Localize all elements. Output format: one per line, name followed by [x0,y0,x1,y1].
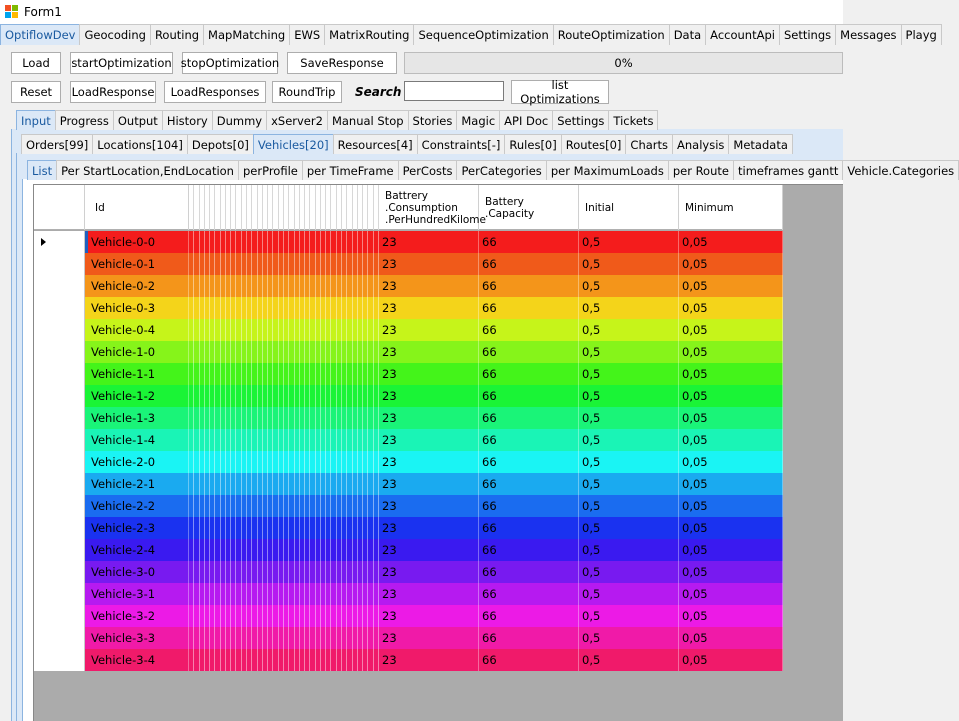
cell-battery-consumption[interactable]: 23 [379,297,479,319]
cell-battery-capacity[interactable]: 66 [479,649,579,671]
table-row[interactable] [34,341,783,363]
row-header-corner [34,185,85,230]
app-icon [5,5,19,19]
cell-battery-consumption[interactable]: 23 [379,231,479,253]
cell-id[interactable]: Vehicle-3-4 [88,649,189,671]
cell-id[interactable]: Vehicle-3-3 [88,627,189,649]
tab-optiflowdev[interactable]: OptiflowDev [0,24,80,45]
cell-minimum[interactable]: 0,05 [679,253,783,275]
cell-id[interactable]: Vehicle-3-2 [88,605,189,627]
table-row[interactable] [34,605,783,627]
table-row[interactable] [34,649,783,671]
vehicle-tab-timeframes-gantt[interactable]: timeframes gantt [733,160,843,180]
cell-minimum[interactable]: 0,05 [679,297,783,319]
table-row[interactable] [34,297,783,319]
table-row[interactable] [34,429,783,451]
cell-battery-capacity[interactable]: 66 [479,341,579,363]
input-tab-orders[interactable]: Orders[99] [21,134,93,154]
table-row[interactable] [34,627,783,649]
cell-battery-capacity[interactable]: 66 [479,605,579,627]
cell-battery-consumption[interactable]: 23 [379,407,479,429]
column-header-initial[interactable]: Initial [579,185,679,230]
main-tab-strip [0,24,941,45]
tab-sequenceoptimization[interactable]: SequenceOptimization [413,24,553,45]
row-header[interactable] [34,495,85,517]
search-label: Search [355,85,402,99]
grid-header-row [34,185,783,230]
cell-battery-capacity[interactable]: 66 [479,253,579,275]
cell-battery-consumption[interactable]: 23 [379,605,479,627]
row-header[interactable] [34,341,85,363]
cell-battery-consumption[interactable]: 23 [379,363,479,385]
cell-battery-capacity[interactable]: 66 [479,231,579,253]
cell-id[interactable]: Vehicle-2-4 [88,539,189,561]
cell-minimum[interactable]: 0,05 [679,363,783,385]
cell-id[interactable]: Vehicle-2-1 [88,473,189,495]
table-row[interactable] [34,231,783,253]
vehicle-tab-list[interactable]: List [27,160,57,180]
subtab-magic[interactable]: Magic [456,110,500,130]
vehicle-grid[interactable] [33,184,843,721]
table-row[interactable] [34,583,783,605]
cell-initial[interactable]: 0,5 [579,407,679,429]
cell-id[interactable]: Vehicle-3-1 [88,583,189,605]
window-title: Form1 [24,5,62,19]
cell-minimum[interactable]: 0,05 [679,649,783,671]
cell-battery-capacity[interactable]: 66 [479,319,579,341]
cell-battery-capacity[interactable]: 66 [479,451,579,473]
cell-initial[interactable]: 0,5 [579,451,679,473]
cell-battery-consumption[interactable]: 23 [379,561,479,583]
column-header-battery-capacity[interactable]: Battery .Capacity [479,185,579,230]
cell-initial[interactable]: 0,5 [579,517,679,539]
cell-battery-consumption[interactable]: 23 [379,473,479,495]
cell-initial[interactable]: 0,5 [579,539,679,561]
row-header[interactable] [34,319,85,341]
cell-battery-capacity[interactable]: 66 [479,473,579,495]
row-header[interactable] [34,385,85,407]
cell-initial[interactable]: 0,5 [579,297,679,319]
subtab-output[interactable]: Output [113,110,163,130]
subtab-tickets[interactable]: Tickets [608,110,658,130]
input-tab-routes[interactable]: Routes[0] [561,134,627,154]
row-header[interactable] [34,649,85,671]
cell-battery-consumption[interactable]: 23 [379,627,479,649]
cell-minimum[interactable]: 0,05 [679,341,783,363]
subtab-stories[interactable]: Stories [408,110,458,130]
column-header-minimum[interactable]: Minimum [679,185,783,230]
tab-messages[interactable]: Messages [835,24,901,45]
cell-battery-capacity[interactable]: 66 [479,407,579,429]
cell-id[interactable]: Vehicle-1-0 [88,341,189,363]
cell-minimum[interactable]: 0,05 [679,473,783,495]
cell-initial[interactable]: 0,5 [579,627,679,649]
column-header-id[interactable]: Id [85,185,189,230]
stop-optimization-button[interactable]: stopOptimization [182,52,278,74]
cell-battery-consumption[interactable]: 23 [379,429,479,451]
cell-minimum[interactable]: 0,05 [679,495,783,517]
tab-playg[interactable]: Playg [901,24,942,45]
row-header[interactable] [34,583,85,605]
subtab-xserver2[interactable]: xServer2 [266,110,328,130]
row-header[interactable] [34,429,85,451]
cell-initial[interactable]: 0,5 [579,341,679,363]
cell-initial[interactable]: 0,5 [579,649,679,671]
subtab-dummy[interactable]: Dummy [212,110,267,130]
cell-minimum[interactable]: 0,05 [679,605,783,627]
tab-routing[interactable]: Routing [150,24,204,45]
cell-minimum[interactable]: 0,05 [679,627,783,649]
row-header[interactable] [34,407,85,429]
cell-id[interactable]: Vehicle-3-0 [88,561,189,583]
cell-battery-capacity[interactable]: 66 [479,363,579,385]
cell-battery-capacity[interactable]: 66 [479,297,579,319]
cell-battery-consumption[interactable]: 23 [379,319,479,341]
progress-text: 0% [614,56,633,70]
table-row[interactable] [34,275,783,297]
cell-id[interactable]: Vehicle-2-0 [88,451,189,473]
progress-bar [404,52,843,74]
cell-minimum[interactable]: 0,05 [679,407,783,429]
cell-id[interactable]: Vehicle-0-4 [88,319,189,341]
cell-id[interactable]: Vehicle-0-3 [88,297,189,319]
row-header[interactable] [34,253,85,275]
cell-battery-capacity[interactable]: 66 [479,429,579,451]
cell-battery-consumption[interactable]: 23 [379,451,479,473]
cell-battery-consumption[interactable]: 23 [379,341,479,363]
cell-id[interactable]: Vehicle-0-2 [88,275,189,297]
cell-battery-capacity[interactable]: 66 [479,583,579,605]
cell-id[interactable]: Vehicle-1-1 [88,363,189,385]
cell-initial[interactable]: 0,5 [579,275,679,297]
cell-minimum[interactable]: 0,05 [679,231,783,253]
cell-battery-capacity[interactable]: 66 [479,627,579,649]
cell-id[interactable]: Vehicle-1-2 [88,385,189,407]
input-tab-locations[interactable]: Locations[104] [92,134,188,154]
cell-id[interactable]: Vehicle-1-3 [88,407,189,429]
input-tab-rules[interactable]: Rules[0] [504,134,561,154]
table-row[interactable] [34,517,783,539]
cell-minimum[interactable]: 0,05 [679,583,783,605]
cell-battery-capacity[interactable]: 66 [479,385,579,407]
column-header-battery-consumption[interactable]: Battrery .Consumption .PerHundredKilome [379,185,479,230]
tab-ews[interactable]: EWS [289,24,325,45]
table-row[interactable] [34,385,783,407]
row-header[interactable] [34,231,85,253]
cell-id[interactable]: Vehicle-0-0 [88,231,189,253]
row-header[interactable] [34,451,85,473]
load-button[interactable]: Load [11,52,61,74]
list-optimizations-button[interactable]: list Optimizations [511,80,609,104]
input-tab-analysis[interactable]: Analysis [672,134,729,154]
cell-battery-consumption[interactable]: 23 [379,539,479,561]
cell-minimum[interactable]: 0,05 [679,429,783,451]
cell-initial[interactable]: 0,5 [579,583,679,605]
sub-tab-strip [16,111,657,130]
cell-initial[interactable]: 0,5 [579,561,679,583]
tab-matrixrouting[interactable]: MatrixRouting [324,24,414,45]
cell-initial[interactable]: 0,5 [579,253,679,275]
input-tab-metadata[interactable]: Metadata [728,134,792,154]
table-row[interactable] [34,363,783,385]
cell-battery-consumption[interactable]: 23 [379,583,479,605]
tab-mapmatching[interactable]: MapMatching [203,24,290,45]
vehicle-tab-strip [27,161,958,180]
input-tab-strip [21,136,792,154]
subtab-history[interactable]: History [162,110,213,130]
table-row[interactable] [34,539,783,561]
table-row[interactable] [34,407,783,429]
row-header[interactable] [34,605,85,627]
cell-id[interactable]: Vehicle-1-4 [88,429,189,451]
cell-minimum[interactable]: 0,05 [679,319,783,341]
cell-battery-consumption[interactable]: 23 [379,495,479,517]
title-bar [0,0,843,24]
cell-battery-consumption[interactable]: 23 [379,385,479,407]
cell-battery-capacity[interactable]: 66 [479,561,579,583]
tab-settings[interactable]: Settings [779,24,836,45]
vehicle-tab-vehicle-categories[interactable]: Vehicle.Categories [842,160,959,180]
cell-minimum[interactable]: 0,05 [679,517,783,539]
vehicle-tab-per-timeframe[interactable]: per TimeFrame [302,160,399,180]
vehicle-tab-per-route[interactable]: per Route [668,160,734,180]
cell-minimum[interactable]: 0,05 [679,451,783,473]
cell-battery-consumption[interactable]: 23 [379,649,479,671]
vehicle-tab-percategories[interactable]: PerCategories [456,160,546,180]
tab-accountapi[interactable]: AccountApi [705,24,780,45]
subtab-api-doc[interactable]: API Doc [499,110,553,130]
cell-battery-capacity[interactable]: 66 [479,275,579,297]
input-tab-depots[interactable]: Depots[0] [187,134,254,154]
cell-initial[interactable]: 0,5 [579,385,679,407]
load-response-button[interactable]: LoadResponse [70,81,156,103]
cell-initial[interactable]: 0,5 [579,231,679,253]
input-tab-vehicles[interactable]: Vehicles[20] [253,134,334,154]
cell-minimum[interactable]: 0,05 [679,539,783,561]
table-row[interactable] [34,473,783,495]
save-response-button[interactable]: SaveResponse [287,52,397,74]
input-tab-constraints[interactable]: Constraints[-] [417,134,506,154]
current-cell-marker [85,231,88,253]
tab-data[interactable]: Data [669,24,706,45]
cell-minimum[interactable]: 0,05 [679,275,783,297]
cell-minimum[interactable]: 0,05 [679,561,783,583]
cell-battery-consumption[interactable]: 23 [379,253,479,275]
table-row[interactable] [34,495,783,517]
row-header[interactable] [34,517,85,539]
subtab-input[interactable]: Input [16,110,56,130]
cell-minimum[interactable]: 0,05 [679,385,783,407]
cell-battery-capacity[interactable]: 66 [479,539,579,561]
search-input[interactable] [404,81,504,101]
table-row[interactable] [34,561,783,583]
table-row[interactable] [34,451,783,473]
table-row[interactable] [34,319,783,341]
start-optimization-button[interactable]: startOptimization [70,52,173,74]
current-row-arrow-icon [41,238,46,246]
subtab-progress[interactable]: Progress [55,110,114,130]
vehicle-tab-perprofile[interactable]: perProfile [238,160,303,180]
cell-initial[interactable]: 0,5 [579,495,679,517]
input-tab-resources[interactable]: Resources[4] [333,134,418,154]
vehicle-tab-per-startlocation-endlocation[interactable]: Per StartLocation,EndLocation [56,160,239,180]
input-tab-charts[interactable]: Charts [625,134,673,154]
cell-initial[interactable]: 0,5 [579,473,679,495]
cell-battery-capacity[interactable]: 66 [479,517,579,539]
cell-id[interactable]: Vehicle-2-3 [88,517,189,539]
row-header[interactable] [34,539,85,561]
cell-initial[interactable]: 0,5 [579,363,679,385]
vehicle-tab-percosts[interactable]: PerCosts [398,160,458,180]
vehicle-tab-per-maximumloads[interactable]: per MaximumLoads [546,160,669,180]
row-header[interactable] [34,363,85,385]
cell-battery-capacity[interactable]: 66 [479,495,579,517]
subtab-settings[interactable]: Settings [552,110,609,130]
row-header[interactable] [34,561,85,583]
row-header[interactable] [34,297,85,319]
tab-routeoptimization[interactable]: RouteOptimization [553,24,670,45]
tab-geocoding[interactable]: Geocoding [79,24,150,45]
cell-id[interactable]: Vehicle-2-2 [88,495,189,517]
cell-battery-consumption[interactable]: 23 [379,517,479,539]
cell-battery-consumption[interactable]: 23 [379,275,479,297]
row-header[interactable] [34,275,85,297]
table-row[interactable] [34,253,783,275]
cell-initial[interactable]: 0,5 [579,319,679,341]
cell-initial[interactable]: 0,5 [579,429,679,451]
load-responses-button[interactable]: LoadResponses [164,81,266,103]
reset-button[interactable]: Reset [11,81,61,103]
row-header[interactable] [34,473,85,495]
cell-initial[interactable]: 0,5 [579,605,679,627]
round-trip-button[interactable]: RoundTrip [272,81,342,103]
subtab-manual-stop[interactable]: Manual Stop [327,110,409,130]
row-header[interactable] [34,627,85,649]
cell-id[interactable]: Vehicle-0-1 [88,253,189,275]
